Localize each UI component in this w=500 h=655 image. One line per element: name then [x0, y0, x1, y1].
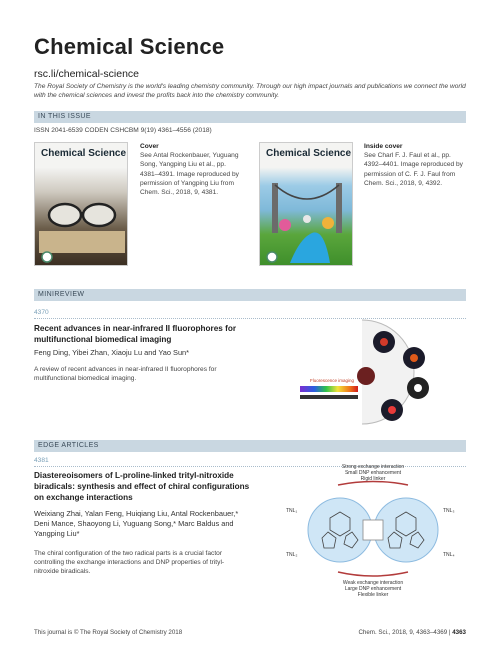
journal-description: The Royal Society of Chemistry is the world's leading chemistry community. Through our high impact journals and publications we connect the world with the chemical sciences and invest the profits back into the chemistry community. — [34, 83, 466, 99]
cover-caption — [140, 142, 240, 197]
minireview-abstract: A review of recent advances in near-infrared II fluorophores for multifunctional biomedical imaging. — [34, 366, 217, 383]
minireview-graphic — [292, 318, 472, 426]
graphic-top-label-2: Small DNP enhancement — [344, 470, 402, 476]
footer-citation-text: Chem. Sci., 2018, 9, 4363–4369 | — [358, 629, 453, 636]
cover-caption-head: Cover — [140, 143, 159, 150]
inside-cover-image — [259, 142, 353, 266]
graphic-bottom-label-1: Weak exchange interaction — [342, 580, 404, 586]
graphic-top-label-1: Strong exchange interaction — [341, 464, 405, 470]
minireview-page-number: 4370 — [34, 309, 49, 316]
edge-article-authors: Weixiang Zhai, Yalan Feng, Huiqiang Liu, Antal Rockenbauer,* Deni Mance, Shaoyong Li, Yuguang Song,* Marc Baldus and Yangping Liu* — [34, 509, 239, 538]
issue-info: ISSN 2041-6539 CODEN CSHCBM 9(19) 4361–4556 (2018) — [34, 127, 212, 134]
cover-image — [34, 142, 128, 266]
inside-cover-journal-name: Chemical Science — [266, 148, 352, 159]
footer-page-number: 4363 — [452, 629, 466, 636]
inside-cover-caption-head: Inside cover — [364, 143, 403, 150]
footer-copyright: This journal is © The Royal Society of Chemistry 2018 — [34, 629, 183, 636]
section-in-this-issue: IN THIS ISSUE — [34, 111, 466, 123]
inside-cover-landscape-illustration — [260, 143, 353, 266]
cover-caption-text: See Antal Rockenbauer, Yuguang Song, Yangping Liu et al., pp. 4381–4391. Image reproduced by permission of Yangping Liu from Chem. Sci., 2018, 9, 4381. — [140, 152, 239, 197]
graphic-top-label-3: Rigid linker — [360, 476, 386, 482]
graphic-tnl3-label: TNL₃ — [443, 508, 455, 514]
graphic-tnl2-label: TNL₂ — [286, 552, 298, 558]
cover-glasses-illustration — [35, 143, 128, 266]
edge-article-abstract: The chiral configuration of the two radical parts is a crucial factor controlling the exchange interactions and DNP properties of trityl-nitroxide biradicals. — [34, 550, 225, 576]
edge-article-page-number: 4381 — [34, 457, 49, 464]
minireview-title[interactable]: Recent advances in near-infrared II fluorophores for multifunctional biomedical imaging — [34, 324, 237, 345]
journal-title: Chemical Science — [34, 34, 225, 59]
graphic-tnl4-label: TNL₄ — [443, 552, 455, 558]
graphic-tnl1-label: TNL₁ — [286, 508, 298, 514]
inside-cover-caption-text: See Charl F. J. Faul et al., pp. 4392–4401. Image reproduced by permission of C. F. J. Faul from Chem. Sci., 2018, 9, 4392. — [364, 152, 463, 187]
inside-cover-caption — [364, 142, 464, 188]
journal-url[interactable]: rsc.li/chemical-science — [34, 68, 140, 80]
edge-article-title[interactable]: Diastereoisomers of L-proline-linked trityl-nitroxide biradicals: synthesis and effect of chiral configurations on exchange interactions — [34, 471, 250, 503]
edge-article-graphic — [278, 460, 468, 610]
graphic-bottom-label-2: Large DNP enhancement — [344, 586, 402, 592]
footer-citation — [358, 629, 466, 636]
section-minireview: MINIREVIEW — [34, 289, 466, 301]
section-edge-articles: EDGE ARTICLES — [34, 440, 466, 452]
cover-journal-name: Chemical Science — [41, 148, 127, 159]
graphic-bottom-label-3: Flexible linker — [357, 592, 389, 598]
graphic-window-label: Fluorescence imaging — [310, 378, 355, 383]
minireview-authors: Feng Ding, Yibei Zhan, Xiaoju Lu and Yao Sun* — [34, 348, 190, 357]
